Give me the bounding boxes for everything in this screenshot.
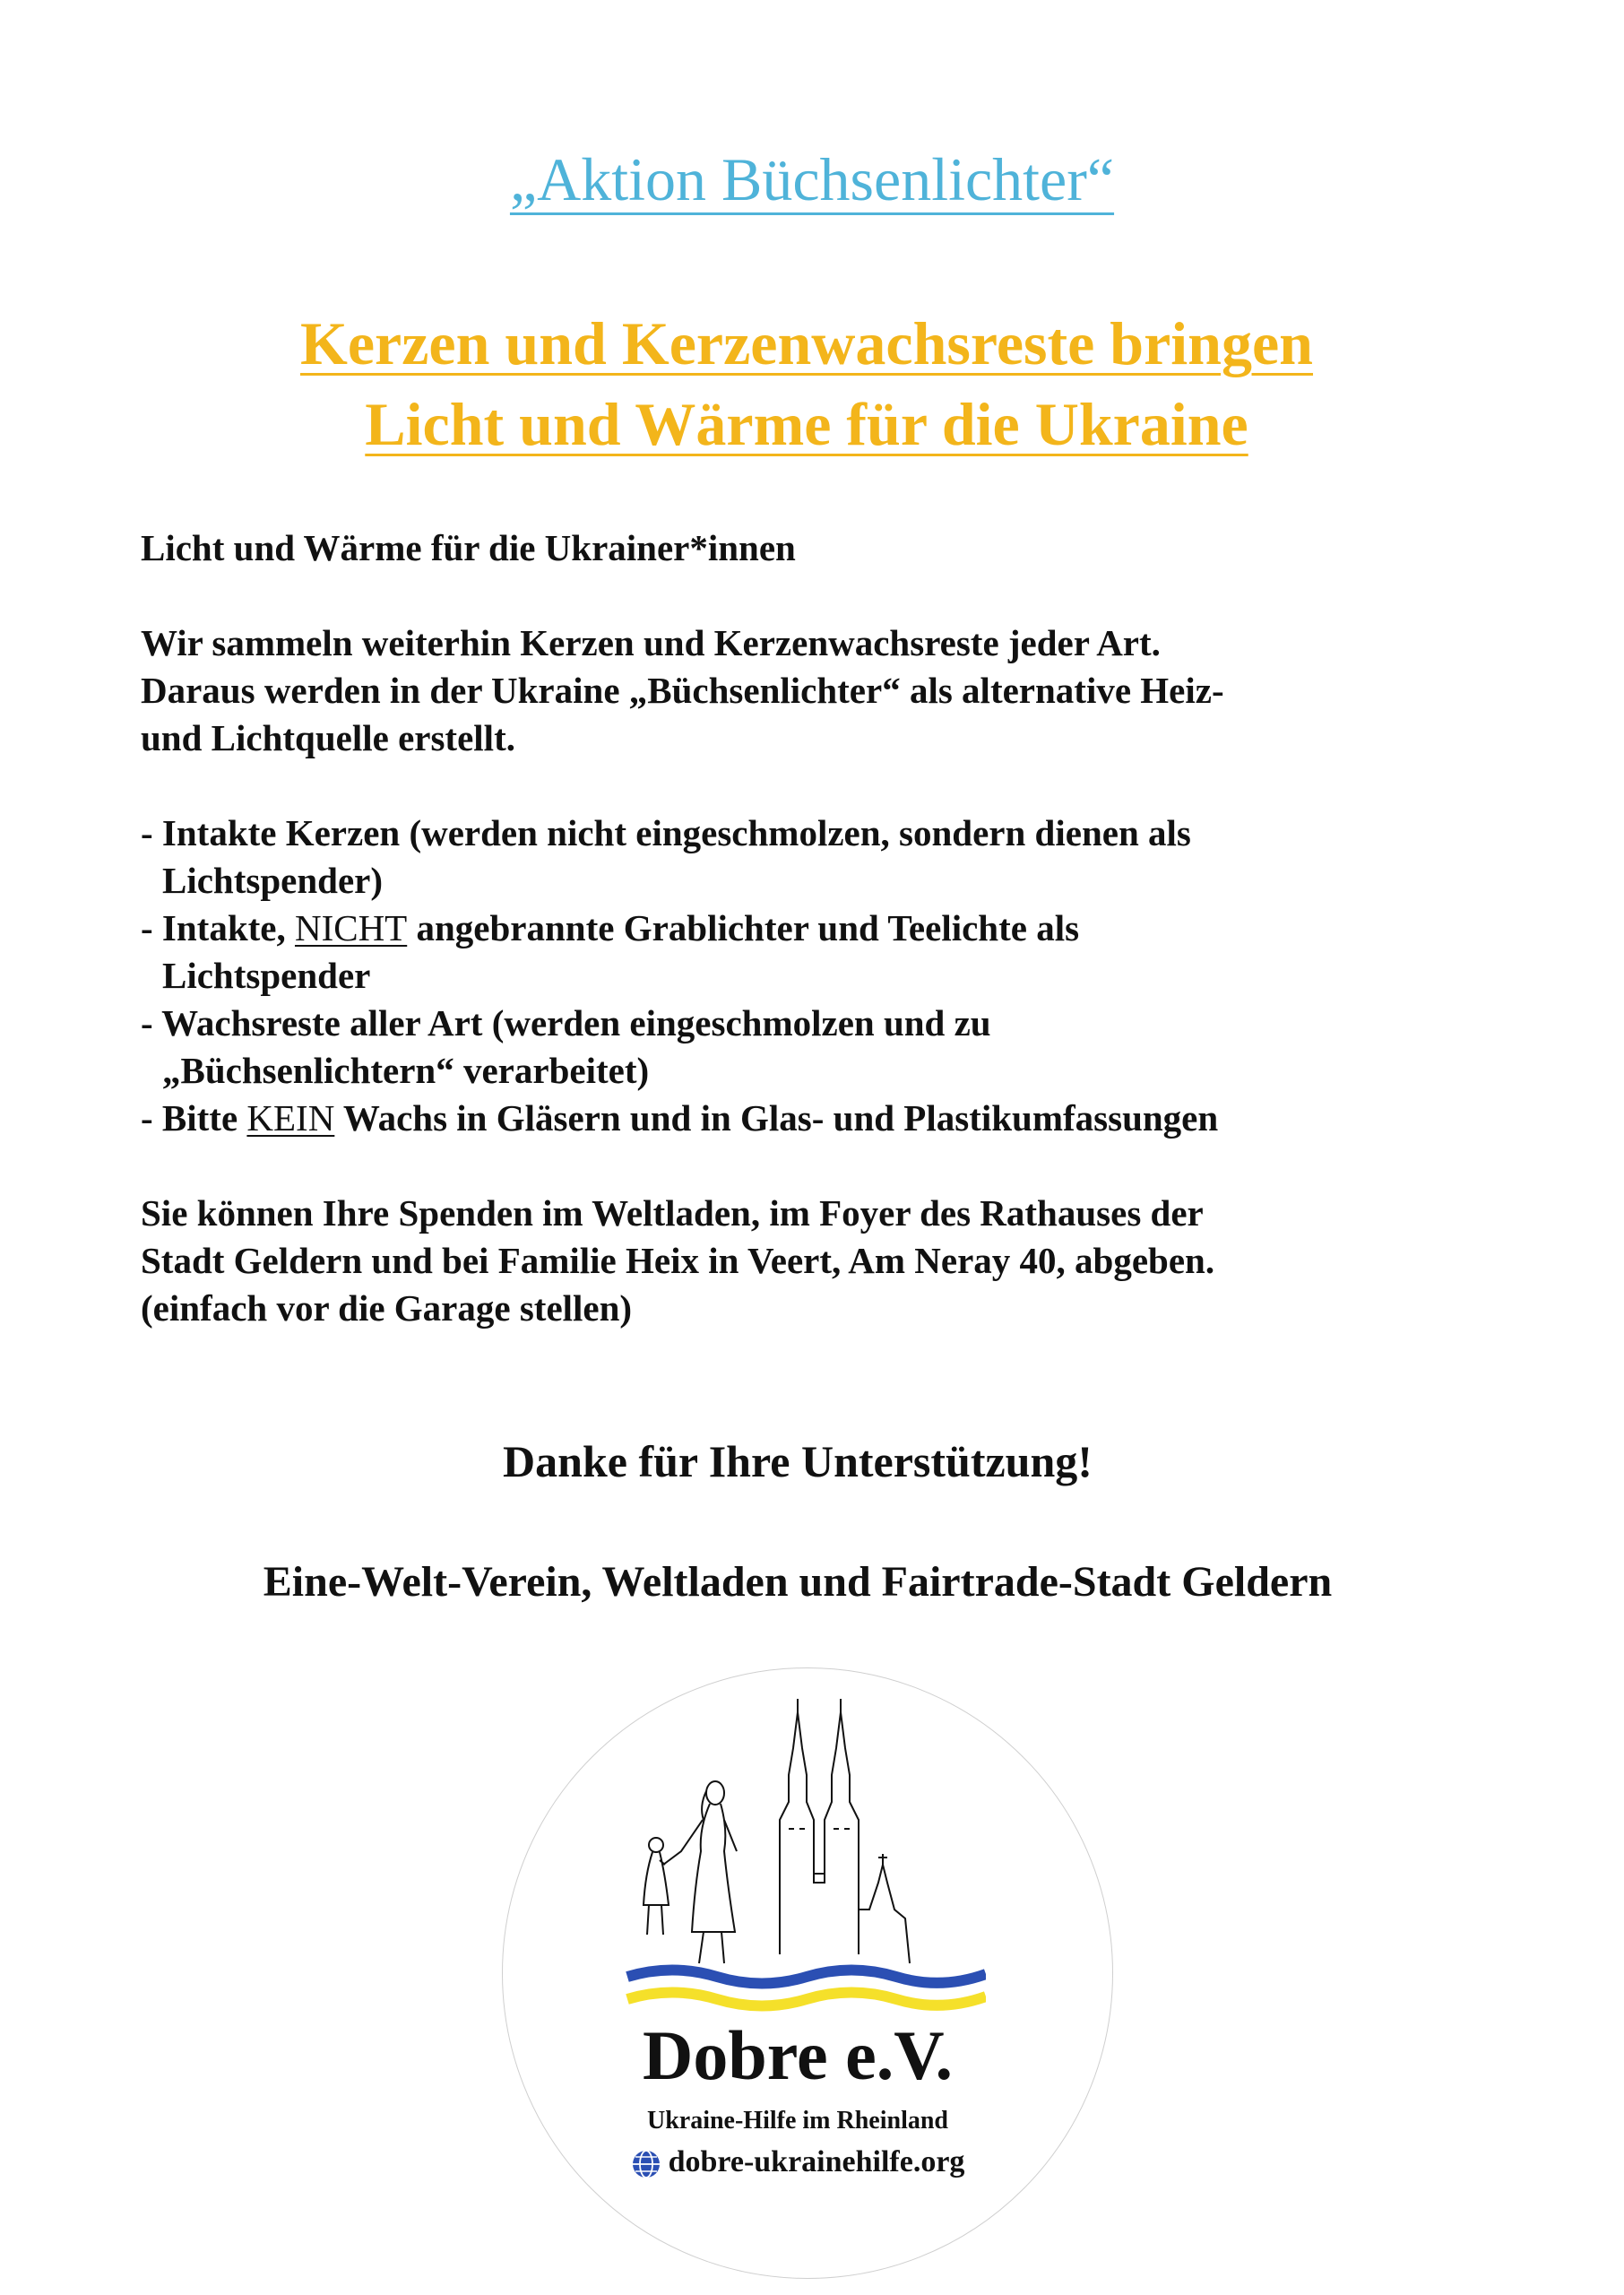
dropoff-line-3: (einfach vor die Garage stellen) bbox=[141, 1287, 633, 1329]
list-item: - Wachsreste aller Art (werden eingeschmolzen und zu „Büchsenlichtern“ verarbeitet) bbox=[141, 1002, 991, 1091]
intro-line-2: Daraus werden in der Ukraine „Büchsenlichter“ als alternative Heiz- bbox=[141, 670, 1224, 711]
dropoff-line-2: Stadt Geldern und bei Familie Heix in Veert, Am Neray 40, abgeben. bbox=[141, 1240, 1215, 1281]
flyer-body bbox=[141, 524, 1440, 1332]
subtitle-line-1: Kerzen und Kerzenwachsreste bringen bbox=[299, 309, 1314, 377]
subtitle-line-2: Licht und Wärme für die Ukraine bbox=[365, 390, 1248, 458]
donation-list bbox=[141, 810, 1440, 1142]
logo-url bbox=[538, 2143, 1058, 2182]
intro-line-3: und Lichtquelle erstellt. bbox=[141, 717, 515, 758]
list-item: - Intakte, NICHT angebrannte Grablichter und Teelichte als Lichtspender bbox=[141, 907, 1080, 996]
website-link[interactable]: dobre-ukrainehilfe.org bbox=[668, 2145, 965, 2178]
logo-name: Dobre e.V. bbox=[643, 2016, 953, 2094]
dropoff-line-1: Sie können Ihre Spenden im Weltladen, im Foyer des Rathauses der bbox=[141, 1192, 1204, 1234]
logo-tagline: Ukraine-Hilfe im Rheinland bbox=[646, 2107, 948, 2135]
intro-line-1: Wir sammeln weiterhin Kerzen und Kerzenwachsreste jeder Art. bbox=[141, 622, 1161, 663]
flyer-title: „Aktion Büchsenlichter“ bbox=[509, 145, 1115, 213]
flyer-subtitle bbox=[0, 303, 1613, 464]
logo-artwork bbox=[609, 1694, 986, 2017]
intro-paragraph bbox=[141, 619, 1440, 762]
thanks-line: Danke für Ihre Unterstützung! bbox=[503, 1436, 1093, 1486]
globe-icon bbox=[631, 2149, 661, 2179]
list-item: - Bitte KEIN Wachs in Gläsern und in Glas- und Plastikumfassungen bbox=[141, 1097, 1219, 1139]
emphasis-kein: KEIN bbox=[246, 1097, 335, 1139]
signature-line: Eine-Welt-Verein, Weltladen und Fairtrade-Stadt Geldern bbox=[263, 1558, 1333, 1606]
list-item: - Intakte Kerzen (werden nicht eingeschmolzen, sondern dienen als Lichtspender) bbox=[141, 812, 1191, 901]
section-heading: Licht und Wärme für die Ukrainer*innen bbox=[141, 527, 796, 568]
emphasis-nicht: NICHT bbox=[294, 907, 408, 948]
dropoff-paragraph bbox=[141, 1190, 1440, 1332]
